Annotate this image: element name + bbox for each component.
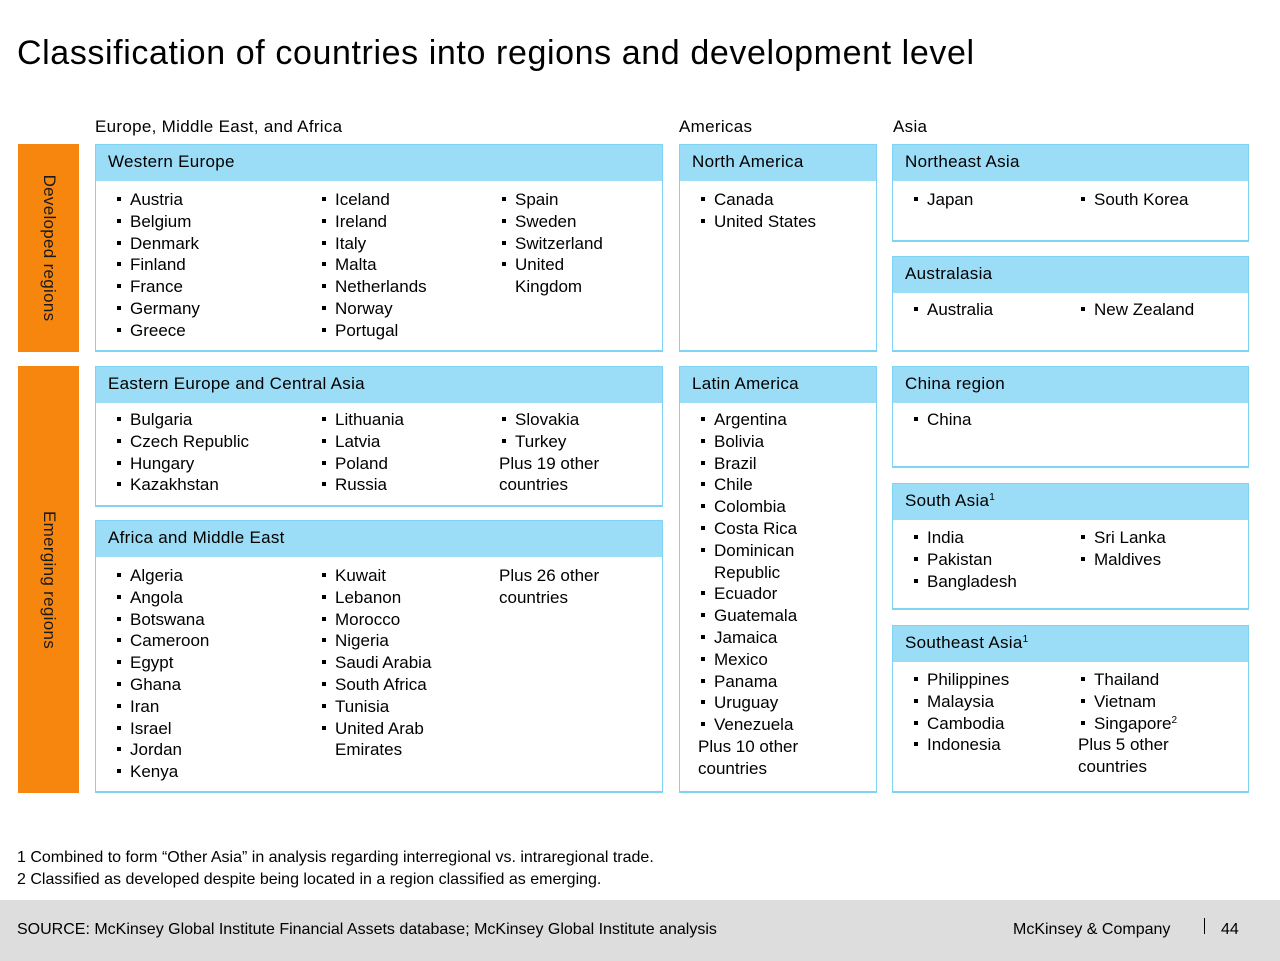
footnote-marker: 1 [1022,634,1029,645]
country-list [698,189,816,233]
column-header-asia: Asia [893,117,928,136]
country-item: Denmark [114,233,200,255]
region-box-china [892,366,1249,468]
region-box-western-europe [95,144,663,352]
country-item: Bolivia [698,431,838,453]
country-item: France [114,276,200,298]
country-item: Mexico [698,649,838,671]
footnote-marker: 1 [989,492,996,503]
country-item: South Korea [1078,189,1189,211]
country-list [698,409,838,780]
country-list [1078,189,1189,211]
country-item: Morocco [319,609,459,631]
country-item: Uruguay [698,692,838,714]
region-box-southeast-asia [892,625,1249,793]
country-item: Czech Republic [114,431,249,453]
country-item: Pakistan [911,549,1017,571]
footnote-marker: 2 [1171,714,1178,726]
country-item: Belgium [114,211,200,233]
page-title: Classification of countries into regions and development level [17,34,975,72]
country-item: Bangladesh [911,571,1017,593]
country-list [911,409,971,431]
region-title: Southeast Asia$^1$ [893,626,1248,662]
column-header-emea: Europe, Middle East, and Africa [95,117,343,136]
other-countries-note: Plus 19 other countries [499,453,600,495]
country-item: Slovakia [499,409,619,431]
developed-regions-label: Developed regions [39,174,59,322]
region-box-australasia [892,256,1249,352]
emerging-regions-band [18,366,79,793]
country-item: Sweden [499,211,619,233]
region-title: Northeast Asia [893,145,1248,181]
source-note: SOURCE: McKinsey Global Institute Financial Assets database; McKinsey Global Institute analysis [17,921,717,938]
region-title: North America [680,145,876,181]
region-box-eastern-europe [95,366,663,507]
country-item: Spain [499,189,619,211]
region-box-south-asia [892,483,1249,610]
country-item: Botswana [114,609,209,631]
emerging-regions-label: Emerging regions [39,510,59,649]
country-item: Israel [114,718,209,740]
country-item: Portugal [319,320,427,342]
country-item: Maldives [1078,549,1166,571]
region-box-northeast-asia [892,144,1249,242]
country-list [911,669,1009,756]
developed-regions-band [18,144,79,352]
country-list [499,565,619,609]
country-item: Latvia [319,431,404,453]
country-item: Dominican Republic [698,540,838,584]
region-title: South Asia$^1$ [893,484,1248,520]
country-list [911,527,1017,592]
country-item: Egypt [114,652,209,674]
page-number: 44 [1221,921,1239,938]
country-item: Italy [319,233,427,255]
country-list [319,189,427,342]
country-item: Jordan [114,739,209,761]
region-title: Australasia [893,257,1248,293]
country-item: Ghana [114,674,209,696]
country-item: Greece [114,320,200,342]
country-item: Angola [114,587,209,609]
country-item: Guatemala [698,605,838,627]
country-item: Nigeria [319,630,459,652]
country-item: Lebanon [319,587,459,609]
region-title: Africa and Middle East [96,521,662,557]
region-title: Eastern Europe and Central Asia [96,367,662,403]
country-item: Netherlands [319,276,427,298]
country-item: Ecuador [698,583,838,605]
country-item: Finland [114,254,200,276]
country-item: Singapore$^2$ [1078,713,1218,735]
country-list [1078,299,1194,321]
country-item: Norway [319,298,427,320]
country-item: Cambodia [911,713,1009,735]
country-item: Malaysia [911,691,1009,713]
country-item: Panama [698,671,838,693]
country-item: Germany [114,298,200,320]
country-item: Kazakhstan [114,474,249,496]
country-item: Philippines [911,669,1009,691]
region-title: Latin America [680,367,876,403]
country-item: Thailand [1078,669,1218,691]
country-item: Indonesia [911,734,1009,756]
country-item: Tunisia [319,696,459,718]
country-list [911,299,993,321]
other-countries-note: Plus 5 other countries [1078,735,1169,777]
country-item: United States [698,211,816,233]
country-item: Chile [698,474,838,496]
region-box-africa-middle-east [95,520,663,793]
country-item: Algeria [114,565,209,587]
country-item: Kuwait [319,565,459,587]
country-list [499,409,619,496]
region-box-north-america [679,144,877,352]
country-item: Iran [114,696,209,718]
country-item: Hungary [114,453,249,475]
region-title: China region [893,367,1248,403]
country-item: United Kingdom [499,254,619,298]
country-item: Bulgaria [114,409,249,431]
country-list [1078,669,1218,778]
country-item: Saudi Arabia [319,652,459,674]
country-item: Lithuania [319,409,404,431]
region-box-latin-america [679,366,877,793]
country-item: Cameroon [114,630,209,652]
brand-name: McKinsey & Company [1013,921,1171,938]
country-item: India [911,527,1017,549]
country-item: Australia [911,299,993,321]
country-item: Poland [319,453,404,475]
country-list [911,189,973,211]
country-item: Iceland [319,189,427,211]
country-item: South Africa [319,674,459,696]
country-item: Kenya [114,761,209,783]
country-item: New Zealand [1078,299,1194,321]
country-list [319,565,459,761]
footnote-1: 1 Combined to form “Other Asia” in analysis regarding interregional vs. intraregional trade. [17,849,654,866]
country-list [114,409,249,496]
country-item: China [911,409,971,431]
country-item: Malta [319,254,427,276]
column-header-americas: Americas [679,117,753,136]
country-item: Venezuela [698,714,838,736]
country-item: Vietnam [1078,691,1218,713]
country-item: United Arab Emirates [319,718,459,762]
country-item: Argentina [698,409,838,431]
country-item: Costa Rica [698,518,838,540]
country-item: Sri Lanka [1078,527,1166,549]
country-item: Canada [698,189,816,211]
country-list [499,189,619,298]
other-countries-note: Plus 26 other countries [499,566,600,607]
country-item: Jamaica [698,627,838,649]
country-item: Colombia [698,496,838,518]
country-item: Japan [911,189,973,211]
country-list [114,565,209,783]
country-item: Switzerland [499,233,619,255]
brand-divider [1204,918,1205,934]
country-item: Austria [114,189,200,211]
footnote-2: 2 Classified as developed despite being located in a region classified as emerging. [17,871,602,888]
country-item: Turkey [499,431,619,453]
country-item: Ireland [319,211,427,233]
country-list [114,189,200,342]
other-countries-note: Plus 10 other countries [698,736,799,778]
region-title: Western Europe [96,145,662,181]
country-item: Brazil [698,453,838,475]
country-list [319,409,404,496]
country-item: Russia [319,474,404,496]
country-list [1078,527,1166,571]
